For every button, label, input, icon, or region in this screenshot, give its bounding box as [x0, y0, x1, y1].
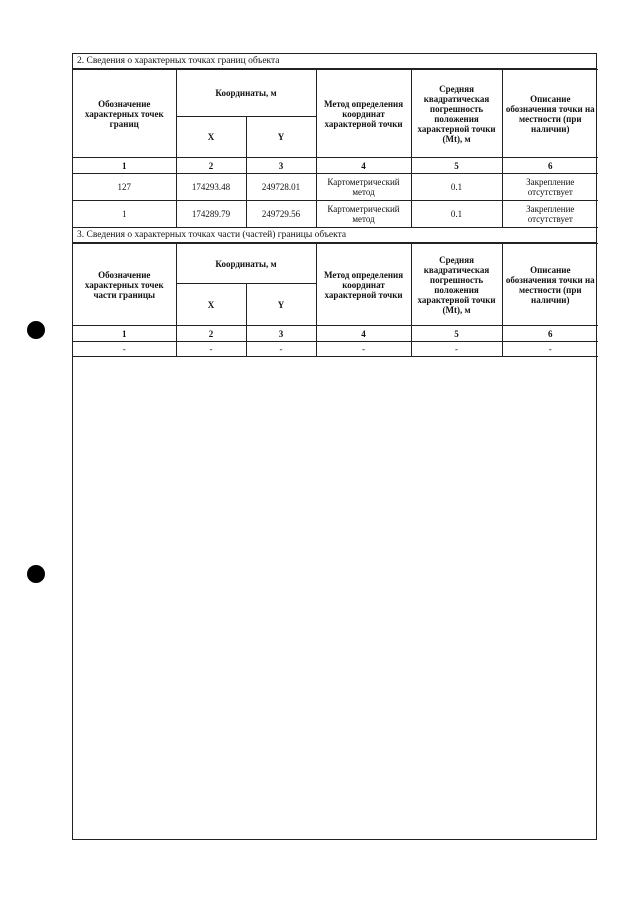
cell-point: 127 — [73, 174, 176, 201]
document-frame — [72, 53, 597, 840]
cell-y: 249728.01 — [246, 174, 316, 201]
header-designation: Обозначение характерных точек границ — [73, 70, 176, 158]
column-number: 4 — [316, 158, 411, 174]
header-designation: Обозначение характерных точек части границы — [73, 244, 176, 326]
cell-x: - — [176, 342, 246, 357]
column-number-row — [73, 158, 598, 174]
cell-desc: Закрепление отсутствует — [502, 201, 598, 228]
cell-method: - — [316, 342, 411, 357]
column-number: 2 — [176, 158, 246, 174]
section-2-table — [73, 69, 598, 228]
table-row — [73, 174, 598, 201]
punch-hole-top — [27, 321, 45, 339]
cell-y: 249729.56 — [246, 201, 316, 228]
header-description: Описание обозначения точки на местности (при наличии) — [502, 244, 598, 326]
cell-x: 174293.48 — [176, 174, 246, 201]
section-2-title: 2. Сведения о характерных точках границ объекта — [73, 54, 596, 69]
cell-mt: - — [411, 342, 502, 357]
header-coordinates: Координаты, м — [176, 244, 316, 284]
header-accuracy: Средняя квадратическая погрешность положения характерной точки (Mt), м — [411, 244, 502, 326]
cell-method: Картометрический метод — [316, 174, 411, 201]
column-number: 1 — [73, 326, 176, 342]
column-number: 6 — [502, 158, 598, 174]
column-number: 3 — [246, 326, 316, 342]
cell-x: 174289.79 — [176, 201, 246, 228]
header-description: Описание обозначения точки на местности (при наличии) — [502, 70, 598, 158]
column-number: 1 — [73, 158, 176, 174]
column-number: 2 — [176, 326, 246, 342]
cell-desc: - — [502, 342, 598, 357]
table-row — [73, 201, 598, 228]
header-method: Метод определения координат характерной точки — [316, 244, 411, 326]
column-number: 4 — [316, 326, 411, 342]
column-number: 5 — [411, 158, 502, 174]
column-number: 6 — [502, 326, 598, 342]
column-number: 5 — [411, 326, 502, 342]
punch-hole-bottom — [27, 565, 45, 583]
header-y: Y — [246, 284, 316, 326]
cell-method: Картометрический метод — [316, 201, 411, 228]
header-x: X — [176, 284, 246, 326]
cell-desc: Закрепление отсутствует — [502, 174, 598, 201]
header-coordinates: Координаты, м — [176, 70, 316, 117]
section-3-title: 3. Сведения о характерных точках части (частей) границы объекта — [73, 228, 596, 243]
cell-mt: 0.1 — [411, 174, 502, 201]
header-y: Y — [246, 117, 316, 158]
header-x: X — [176, 117, 246, 158]
cell-point: 1 — [73, 201, 176, 228]
column-number-row — [73, 326, 598, 342]
table-row — [73, 342, 598, 357]
column-number: 3 — [246, 158, 316, 174]
cell-y: - — [246, 342, 316, 357]
header-method: Метод определения координат характерной точки — [316, 70, 411, 158]
cell-point: - — [73, 342, 176, 357]
section-3-table — [73, 243, 598, 357]
cell-mt: 0.1 — [411, 201, 502, 228]
header-accuracy: Средняя квадратическая погрешность положения характерной точки (Mt), м — [411, 70, 502, 158]
